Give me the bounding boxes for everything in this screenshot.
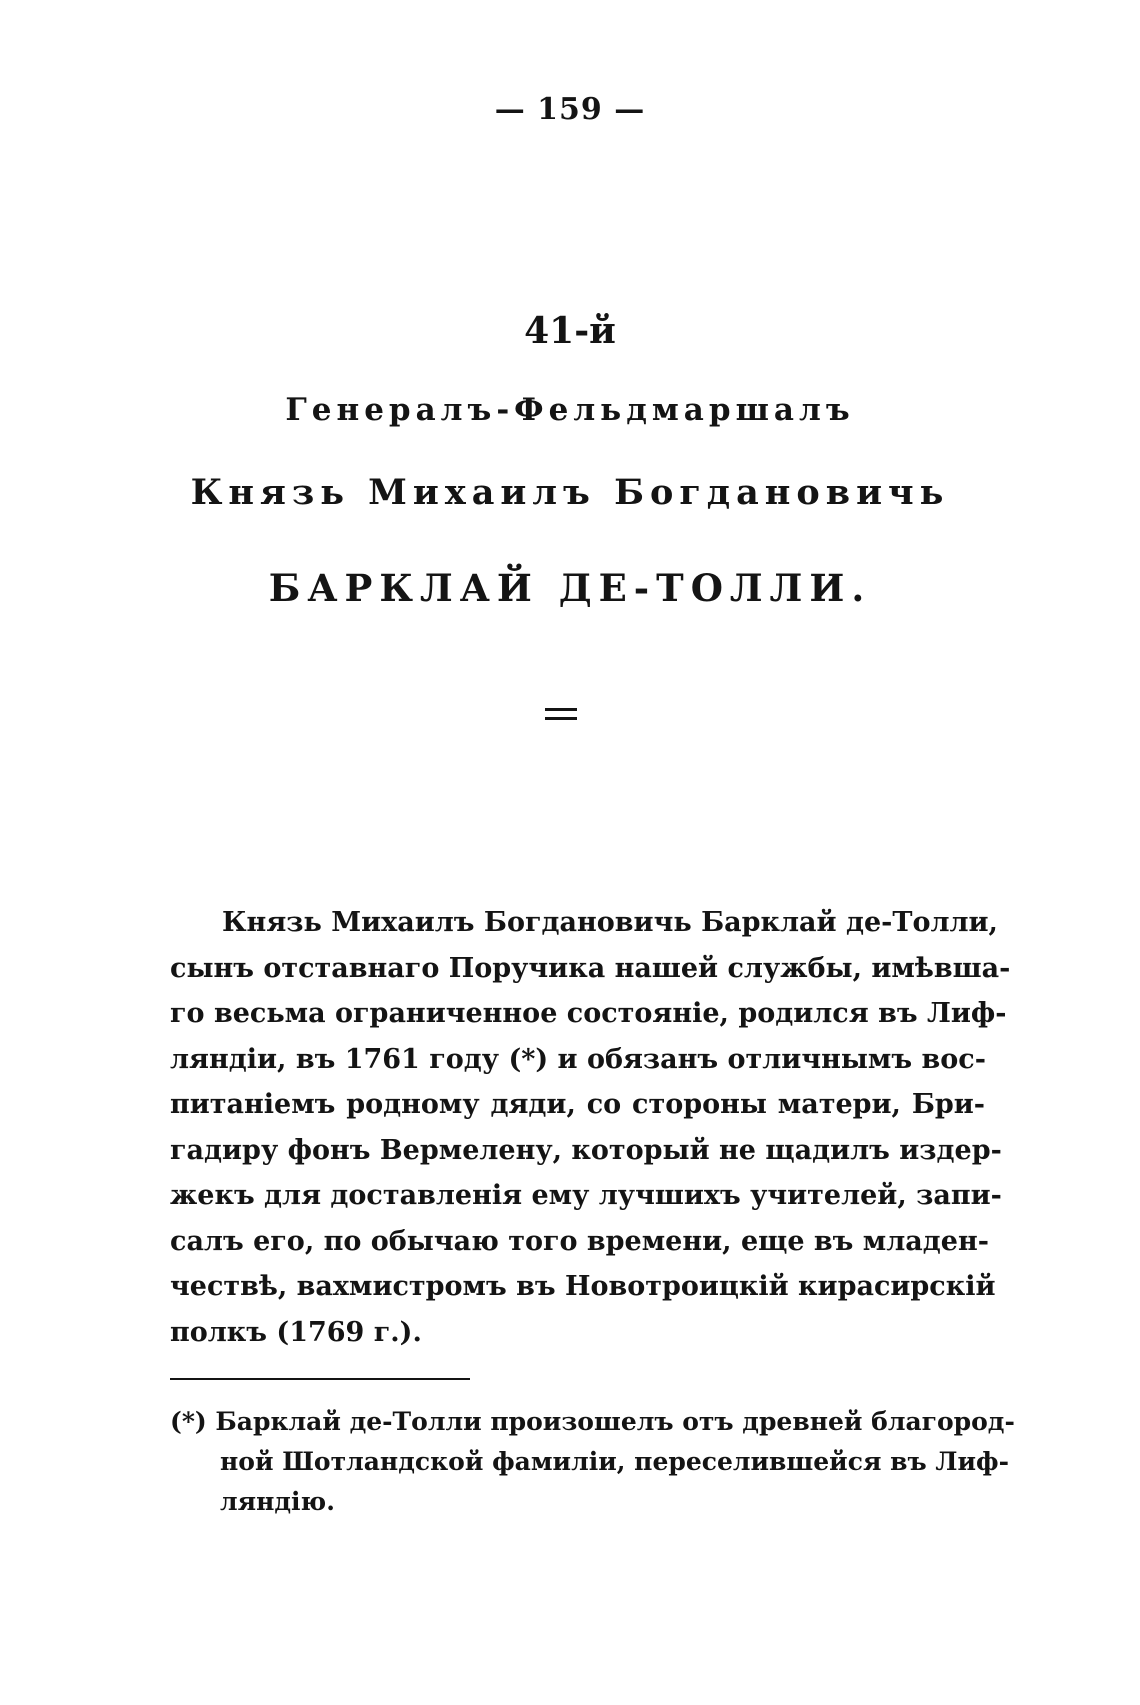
person-name: Князь Михаилъ Богдановичь [190,472,950,513]
person-surname: БАРКЛАЙ ДЕ-ТОЛЛИ. [268,566,872,610]
page-number: — 159 — [494,92,646,127]
body-line: го весьма ограниченное состояніе, родился въ Лиф- [170,998,1007,1029]
body-line: ляндіи, въ 1761 году (*) и обязанъ отличнымъ вос- [170,1043,986,1075]
footnote-line: ной Шотландской фамиліи, переселившейся въ Лиф- [220,1447,1009,1476]
body-line: сынъ отставнаго Поручика нашей службы, имѣвша- [170,952,1011,984]
footnote-line: (*) Барклай де-Толли произошелъ отъ древней благород- [170,1407,1015,1436]
body-line: полкъ (1769 г.). [170,1316,422,1348]
section-divider [545,708,577,720]
chapter-ordinal: 41-й [524,310,616,352]
body-line: Князь Михаилъ Богдановичь Барклай де-Толли, [222,907,998,938]
body-line: жекъ для доставленія ему лучшихъ учителей, запи- [170,1180,1002,1211]
rank-title: Генералъ-Фельдмаршалъ [285,392,855,428]
body-line: питаніемъ родному дяди, со стороны матери, Бри- [170,1089,985,1120]
footnote-line: ляндію. [220,1487,335,1516]
body-line: чествѣ, вахмистромъ въ Новотроицкій кирасирскій [170,1271,996,1302]
footnote [170,1402,1015,1522]
body-line: салъ его, по обычаю того времени, еще въ младен- [170,1225,989,1257]
footnote-separator [170,1378,470,1380]
body-line: гадиру фонъ Вермелену, который не щадилъ издер- [170,1134,1002,1166]
body-paragraph [170,900,1011,1355]
